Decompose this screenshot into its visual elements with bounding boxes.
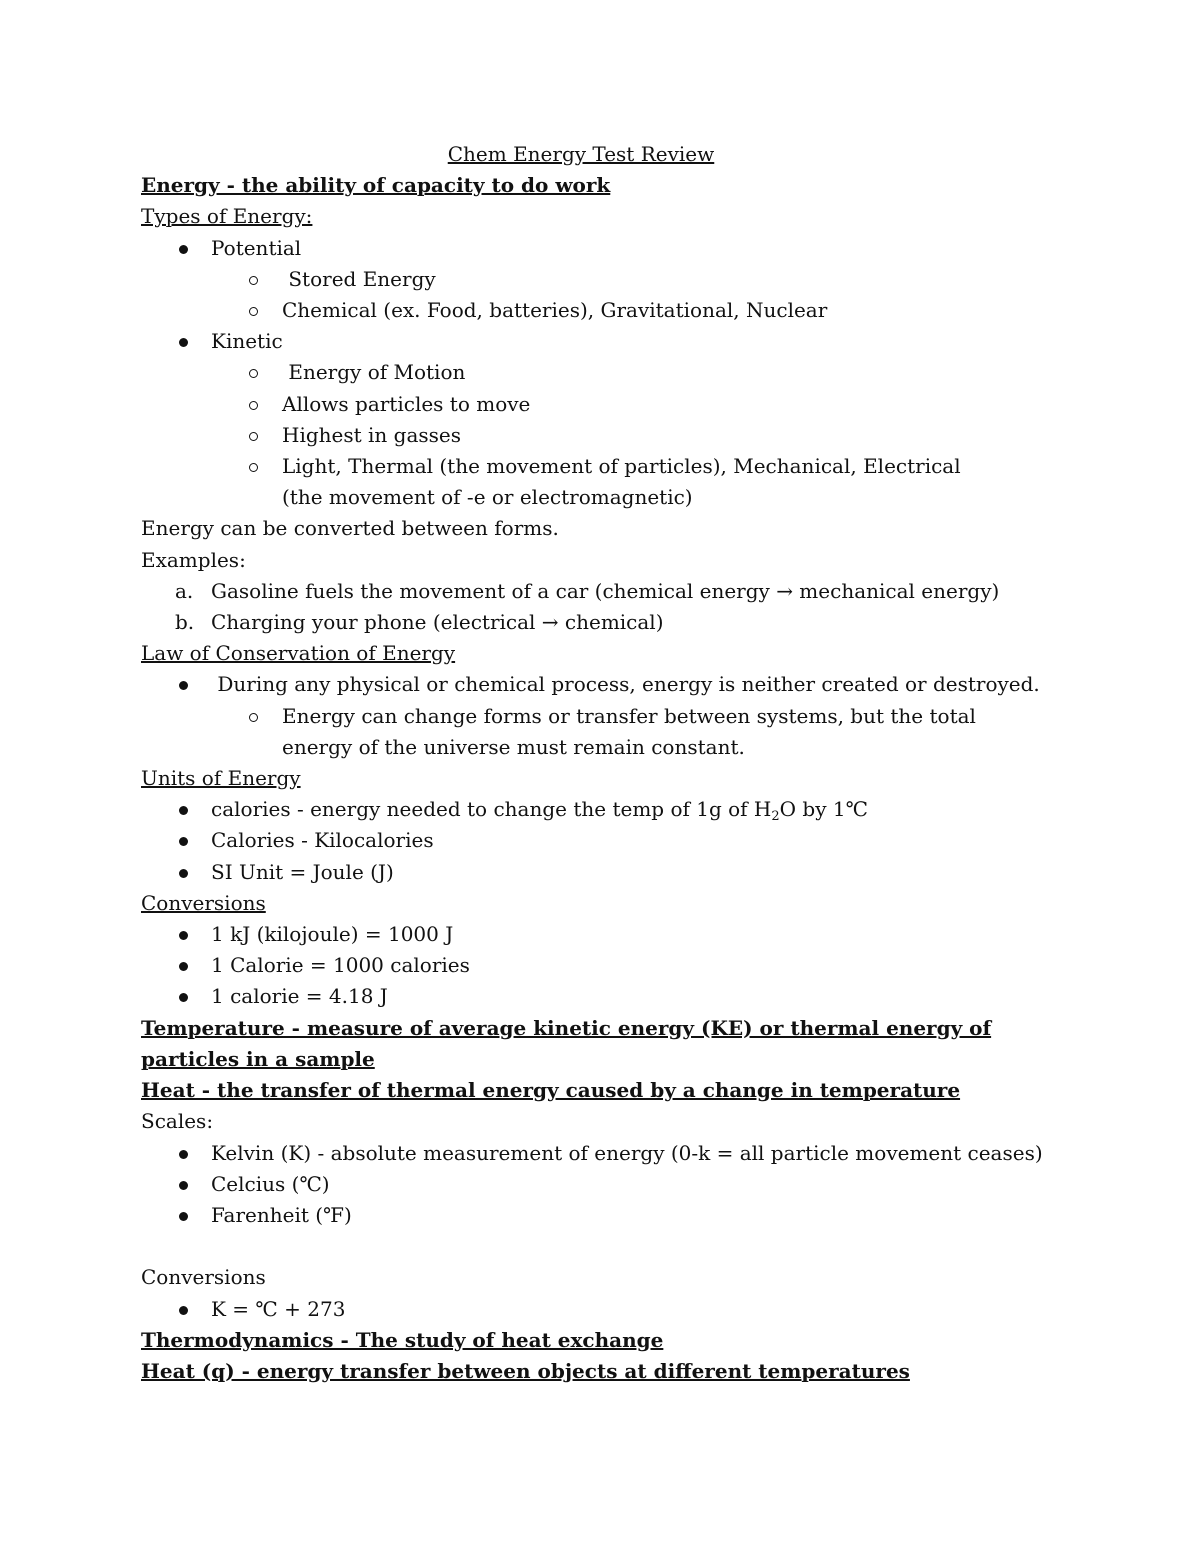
list-item: Allows particles to move: [282, 391, 531, 416]
conversions-list: [141, 919, 1061, 1013]
list-item: Light, Thermal (the movement of particles), Mechanical, Electrical (the movement of -e or electromagnetic): [282, 454, 961, 510]
examples-heading: Examples:: [141, 547, 246, 572]
examples-list: [141, 576, 1061, 638]
heat-definition: Heat - the transfer of thermal energy caused by a change in temperature: [141, 1078, 961, 1103]
conversions-list-2: [141, 1294, 1061, 1325]
blank-line: [141, 1231, 1061, 1262]
list-item: calories - energy needed to change the temp of 1g of $H_2O$ by 1℃: [211, 797, 868, 825]
units-heading: Units of Energy: [141, 766, 301, 791]
list-marker: b.: [175, 610, 195, 635]
units-list: [141, 794, 1061, 888]
temperature-definition: Temperature - measure of average kinetic energy (KE) or thermal energy of particles in a sample: [141, 1015, 992, 1071]
list-item: Calories - Kilocalories: [211, 828, 434, 853]
conversions-heading-2: Conversions: [141, 1265, 266, 1290]
list-item: 1 kJ (kilojoule) = 1000 J: [211, 922, 454, 947]
list-item: Kelvin (K) - absolute measurement of energy (0-k = all particle movement ceases): [211, 1140, 1043, 1165]
energy-types-list: [141, 233, 1061, 514]
conservation-heading: Law of Conservation of Energy: [141, 641, 456, 666]
list-item: 1 Calorie = 1000 calories: [211, 953, 470, 978]
conservation-list: [141, 669, 1061, 763]
list-item: Kinetic: [211, 329, 283, 354]
list-item: Stored Energy: [288, 266, 436, 291]
list-item: Celcius (℃): [211, 1171, 330, 1196]
list-item: Energy of Motion: [288, 360, 466, 385]
list-item: SI Unit = Joule (J): [211, 859, 394, 884]
list-item: a. Gasoline fuels the movement of a car (chemical energy → mechanical energy): [141, 576, 1061, 607]
scales-heading: Scales:: [141, 1109, 214, 1134]
conversions-heading: Conversions: [141, 890, 266, 915]
list-marker: a.: [175, 578, 194, 603]
conversion-note: Energy can be converted between forms.: [141, 516, 559, 541]
energy-definition: Energy - the ability of capacity to do work: [141, 173, 611, 198]
types-heading: Types of Energy:: [141, 204, 313, 229]
scales-list: [141, 1138, 1061, 1232]
list-item: Potential: [211, 235, 302, 260]
list-item: During any physical or chemical process, energy is neither created or destroyed.: [217, 672, 1040, 697]
heat-q-definition: Heat (q) - energy transfer between objects at different temperatures: [141, 1358, 910, 1383]
list-item: 1 calorie = 4.18 J: [211, 984, 388, 1009]
thermodynamics-definition: Thermodynamics - The study of heat exchange: [141, 1327, 664, 1352]
list-item: Energy can change forms or transfer between systems, but the total energy of the universe must remain constant.: [282, 703, 976, 759]
list-item: b. Charging your phone (electrical → chemical): [141, 607, 1061, 638]
list-item: K = ℃ + 273: [211, 1296, 346, 1321]
page-title: Chem Energy Test Review: [447, 142, 715, 166]
list-item: Highest in gasses: [282, 422, 462, 447]
list-item: Chemical (ex. Food, batteries), Gravitational, Nuclear: [282, 298, 828, 323]
list-item: Farenheit (℉): [211, 1202, 352, 1227]
document-page: [141, 139, 1061, 1387]
